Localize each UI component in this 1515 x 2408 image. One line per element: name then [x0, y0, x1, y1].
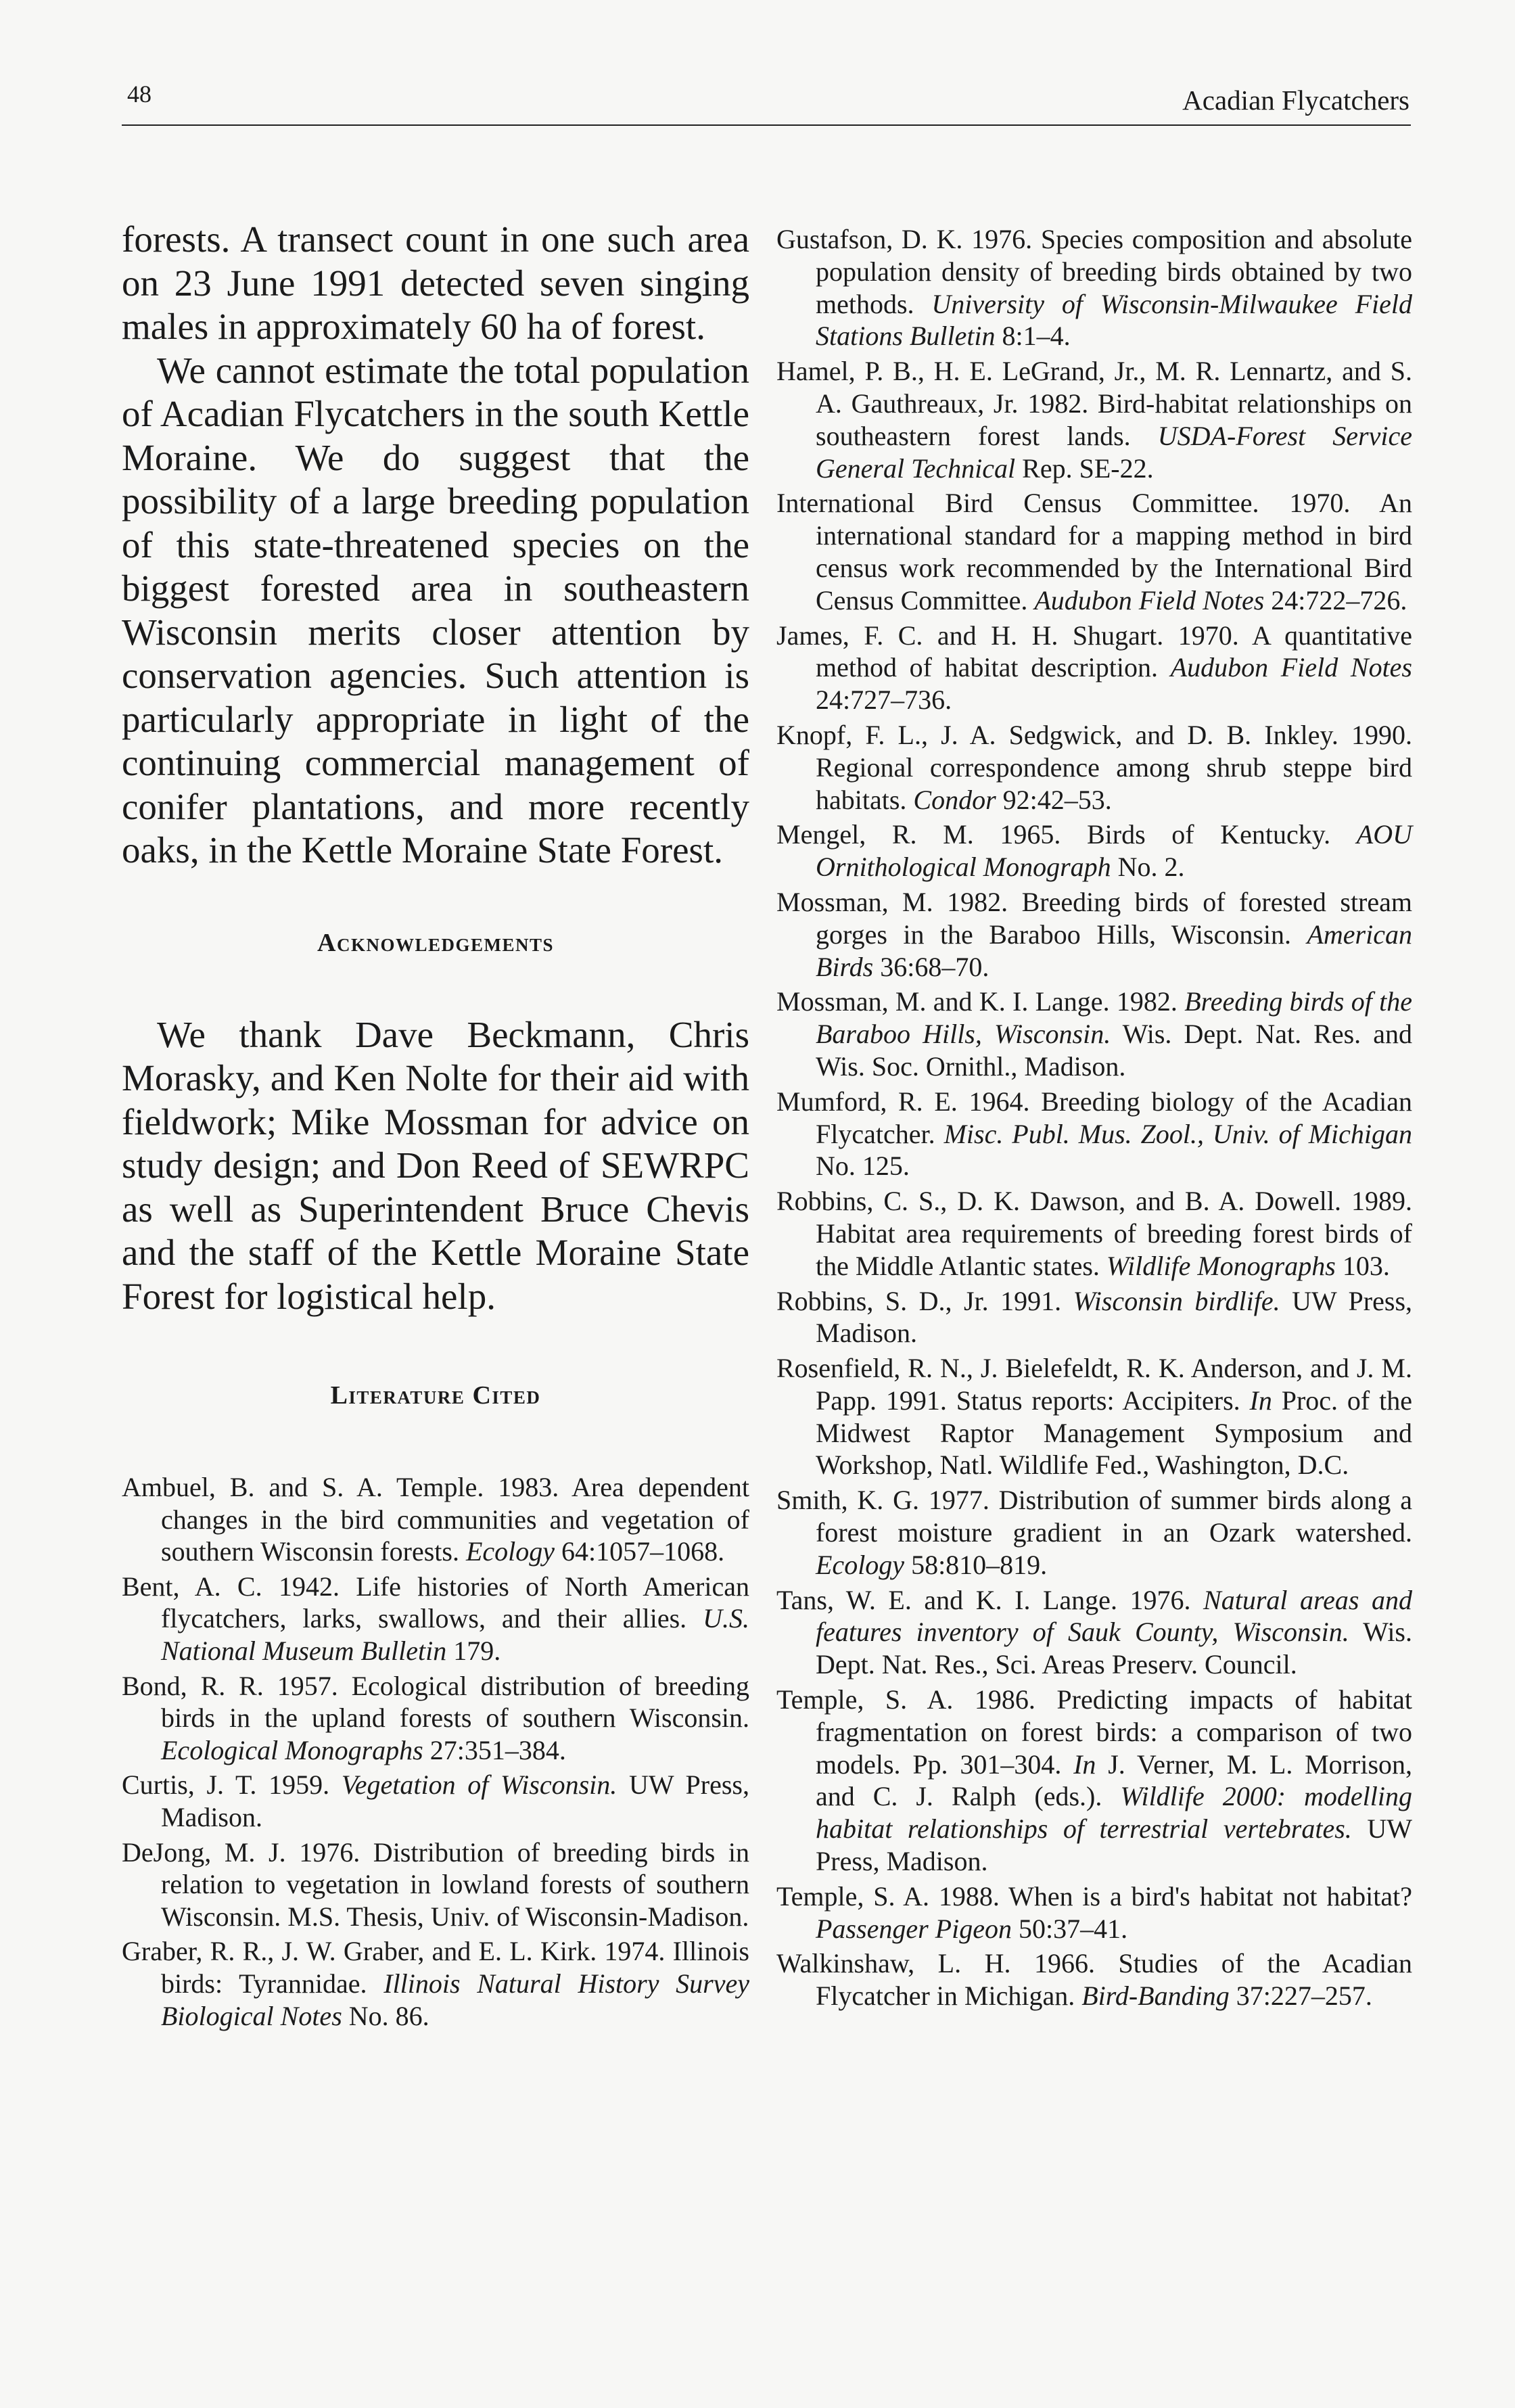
ref-text: Knopf, F. L., J. A. Sedgwick, and D. B. Inkley. 1990. Regional correspondence among shrub steppe bird habitats. [776, 719, 1412, 815]
reference-list-left [122, 1471, 749, 2032]
ref-text: Gustafson, D. K. 1976. Species composition and absolute population density of breeding birds obtained by two methods. [776, 224, 1412, 319]
ref-details: 24:727–736. [816, 685, 952, 716]
ref-source: Natural areas and features inventory of Sauk County, Wisconsin. [816, 1584, 1412, 1648]
ref-publisher: UW Press, Madison. [816, 1813, 1412, 1877]
ref-text: Mengel, R. M. 1965. Birds of Kentucky. [776, 819, 1357, 850]
reference-entry [776, 355, 1412, 484]
ref-details: 58:810–819. [904, 1549, 1048, 1580]
reference-entry [776, 818, 1412, 883]
ref-text: Tans, W. E. and K. I. Lange. 1976. [776, 1584, 1204, 1615]
ref-source: Misc. Publ. Mus. Zool., Univ. of Michigan [943, 1118, 1413, 1149]
ref-details: 27:351–384. [423, 1734, 566, 1765]
ref-source: American Birds [816, 919, 1412, 982]
ref-details: Proc. of the Midwest Raptor Management Symposium and Workshop, Natl. Wildlife Fed., Washington, D.C. [816, 1385, 1412, 1481]
literature-cited-heading: Literature Cited [330, 1381, 541, 1410]
reference-entry [776, 223, 1412, 352]
ref-text: Temple, S. A. 1988. When is a bird's habitat not habitat? [776, 1880, 1412, 1912]
ref-source: U.S. National Museum Bulletin [161, 1603, 749, 1666]
body-paragraph-population: We cannot estimate the total population of Acadian Flycatchers in the south Kettle Moraine. We do suggest that the possibility of a large breeding population of this state-threatened species on the biggest forested area in southeastern Wisconsin merits closer attention by conservation agencies. Such attention is particularly appropriate in light of the continuing commercial management of conifer plantations, and more recently oaks, in the Kettle Moraine State Forest. [122, 349, 749, 871]
ref-source: Passenger Pigeon [816, 1913, 1012, 1944]
ref-source: Ecological Monographs [161, 1734, 423, 1765]
reference-entry [122, 1471, 749, 1568]
ref-source: USDA-Forest Service General Technical [816, 420, 1412, 484]
ref-text: Mossman, M. 1982. Breeding birds of forested stream gorges in the Baraboo Hills, Wisconsin. [776, 886, 1412, 950]
ref-details: Wis. Dept. Nat. Res. and Wis. Soc. Ornithl., Madison. [816, 1019, 1412, 1082]
ref-source: Breeding birds of the Baraboo Hills, Wisconsin. [816, 986, 1412, 1050]
ref-details: 64:1057–1068. [555, 1536, 725, 1567]
ref-text: Ambuel, B. and S. A. Temple. 1983. Area dependent changes in the bird communities and vegetation of southern Wisconsin forests. [122, 1472, 749, 1567]
ref-details: 37:227–257. [1229, 1981, 1372, 2012]
ref-text: Hamel, P. B., H. E. LeGrand, Jr., M. R. Lennartz, and S. A. Gauthreaux, Jr. 1982. Bird-habitat relationships on southeastern forest lands. [776, 356, 1412, 451]
reference-entry [122, 1571, 749, 1667]
reference-entry [776, 1285, 1412, 1350]
reference-entry [776, 886, 1412, 983]
ref-text: Smith, K. G. 1977. Distribution of summer birds along a forest moisture gradient in an Ozark watershed. [776, 1485, 1412, 1548]
reference-entry [776, 487, 1412, 616]
ref-details: UW Press, Madison. [161, 1769, 749, 1832]
reference-entry [776, 1684, 1412, 1878]
ref-source: Wildlife Monographs [1106, 1250, 1336, 1281]
ref-details: 50:37–41. [1011, 1913, 1128, 1944]
ref-text: Graber, R. R., J. W. Graber, and E. L. Kirk. 1974. Illinois birds: Tyrannidae. [122, 1936, 749, 1999]
ref-source: AOU Ornithological Monograph [816, 819, 1412, 883]
ref-source: Wisconsin birdlife. [1073, 1285, 1280, 1316]
reference-entry [776, 1185, 1412, 1282]
ref-text: Curtis, J. T. 1959. [122, 1769, 342, 1801]
ref-text: Bond, R. R. 1957. Ecological distribution of breeding birds in the upland forests of southern Wisconsin. [122, 1670, 749, 1734]
ref-source: Illinois Natural History Survey Biological Notes [161, 1968, 750, 2031]
acknowledgements-heading: Acknowledgements [317, 928, 554, 957]
ref-text: James, F. C. and H. H. Shugart. 1970. A quantitative method of habitat description. [776, 620, 1412, 683]
reference-entry [122, 1769, 749, 1833]
ref-details: UW Press, Madison. [816, 1285, 1413, 1349]
ref-details: 36:68–70. [873, 951, 989, 982]
ref-text: Mumford, R. E. 1964. Breeding biology of the Acadian Flycatcher. [776, 1086, 1412, 1149]
ref-details: J. Verner, M. L. Morrison, and C. J. Ralph (eds.). [816, 1749, 1413, 1812]
ref-details: No. 125. [816, 1151, 910, 1182]
ref-details: 179. [446, 1635, 501, 1666]
ref-source-title: Wildlife 2000: modelling habitat relationships of terrestrial vertebrates. [816, 1781, 1413, 1845]
ref-details: 8:1–4. [995, 321, 1071, 352]
ref-source: Audubon Field Notes [1170, 652, 1412, 683]
left-column [122, 218, 749, 2035]
reference-entry [122, 1670, 749, 1767]
body-paragraph-continued: forests. A transect count in one such area on 23 June 1991 detected seven singing males in approximately 60 ha of forest. [122, 218, 749, 347]
reference-entry [776, 1086, 1412, 1182]
ref-details: Wis. Dept. Nat. Res., Sci. Areas Preserv. Council. [816, 1617, 1412, 1680]
reference-entry [776, 1484, 1412, 1581]
ref-text: Robbins, C. S., D. K. Dawson, and B. A. Dowell. 1989. Habitat area requirements of breeding forest birds of the Middle Atlantic states. [776, 1186, 1412, 1281]
reference-list-right [776, 223, 1412, 2012]
reference-entry [776, 1880, 1412, 1945]
ref-source: Vegetation of Wisconsin. [341, 1769, 617, 1801]
ref-source: Ecology [465, 1536, 555, 1567]
reference-entry [776, 719, 1412, 816]
ref-text: Mossman, M. and K. I. Lange. 1982. [776, 986, 1185, 1017]
ref-text: International Bird Census Committee. 1970. An international standard for a mapping method in bird census work recommended by the International Bird Census Committee. [776, 488, 1412, 616]
ref-text: Bent, A. C. 1942. Life histories of North American flycatchers, larks, swallows, and their allies. [122, 1571, 749, 1634]
page-number: 48 [127, 80, 152, 108]
ref-source: University of Wisconsin-Milwaukee Field Stations Bulletin [816, 288, 1413, 352]
acknowledgements-text: We thank Dave Beckmann, Chris Morasky, and Ken Nolte for their aid with fieldwork; Mike Mossman for advice on study design; and Don Reed of SEWRPC as well as Superintendent Bruce Chevis and the staff of the Kettle Moraine State Forest for logistical help. [122, 1013, 749, 1317]
ref-details: Rep. SE-22. [1015, 453, 1154, 484]
ref-details: No. 2. [1111, 852, 1185, 883]
ref-text: Robbins, S. D., Jr. 1991. [776, 1285, 1073, 1316]
ref-source: Condor [913, 784, 996, 815]
reference-entry [122, 1935, 749, 2032]
right-column [776, 223, 1412, 2015]
ref-text: DeJong, M. J. 1976. Distribution of breeding birds in relation to vegetation in lowland forests of southern Wisconsin. M.S. Thesis, Univ. of Wisconsin-Madison. [122, 1836, 749, 1932]
reference-entry [776, 1352, 1412, 1481]
ref-details: 92:42–53. [996, 784, 1112, 815]
ref-source: Audubon Field Notes [1034, 584, 1265, 616]
ref-source: Ecology [816, 1549, 905, 1580]
reference-entry [776, 1947, 1412, 2012]
running-title: Acadian Flycatchers [1182, 85, 1409, 116]
ref-text: Temple, S. A. 1986. Predicting impacts of habitat fragmentation on forest birds: a comparison of two models. Pp. 301–304. [776, 1684, 1412, 1780]
reference-entry [776, 1584, 1412, 1681]
reference-entry [122, 1836, 749, 1933]
ref-text: Rosenfield, R. N., J. Bielefeldt, R. K. Anderson, and J. M. Papp. 1991. Status reports: Accipiters. [776, 1353, 1412, 1416]
ref-details: 103. [1335, 1250, 1390, 1281]
ref-details: 24:722–726. [1264, 584, 1407, 616]
header-rule [122, 124, 1411, 126]
reference-entry [776, 986, 1412, 1082]
ref-source: Bird-Banding [1081, 1981, 1230, 2012]
ref-details: No. 86. [342, 2000, 429, 2031]
ref-source: In [1073, 1749, 1096, 1780]
reference-entry [776, 620, 1412, 716]
ref-text: Walkinshaw, L. H. 1966. Studies of the Acadian Flycatcher in Michigan. [776, 1948, 1412, 2012]
ref-source: In [1249, 1385, 1272, 1416]
